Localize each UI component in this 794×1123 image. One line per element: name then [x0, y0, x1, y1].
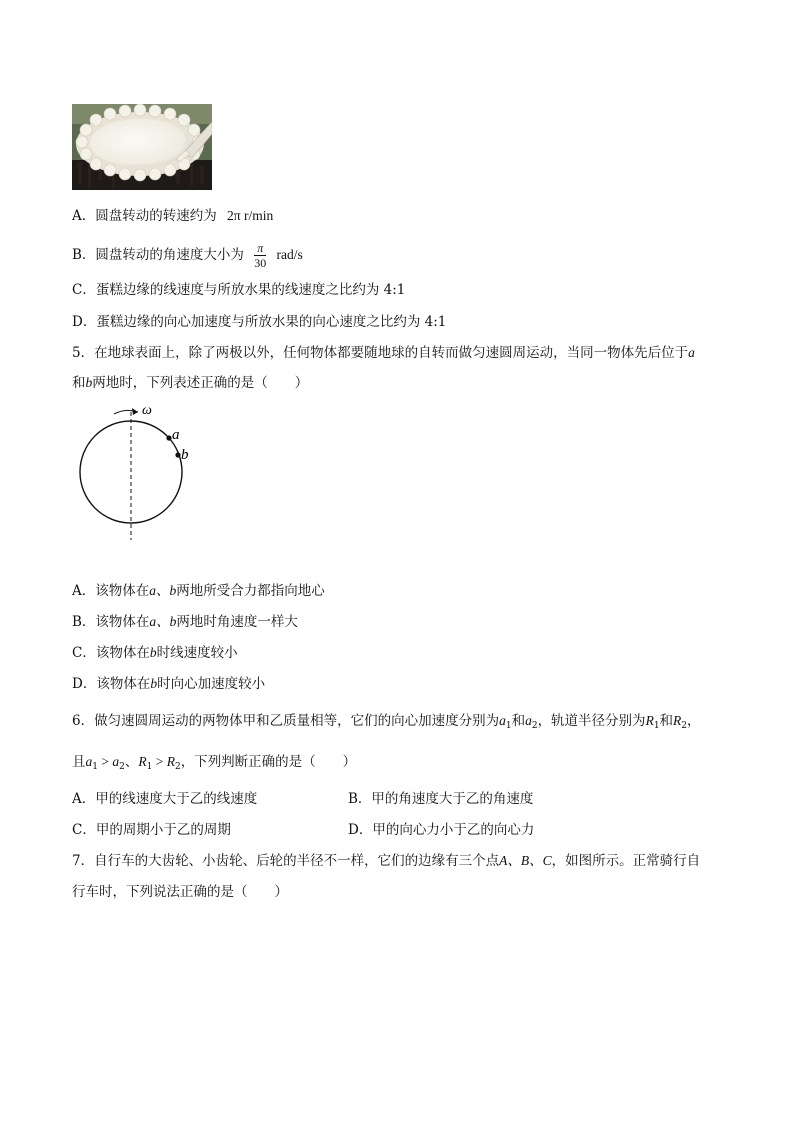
q4-option-a: A．圆盘转动的转速约为 2π r/min: [72, 208, 274, 224]
q4-option-a-value: 2π r/min: [227, 208, 274, 223]
q6-option-d: D．甲的向心力小于乙的向心力: [348, 822, 535, 838]
point-b: [175, 452, 180, 457]
point-a: [166, 435, 171, 440]
point-b-label: b: [181, 447, 189, 463]
q4-option-c: C．蛋糕边缘的线速度与所放水果的线速度之比约为 4:1: [72, 282, 406, 298]
point-a-label: a: [172, 427, 180, 443]
q4-option-b-fraction: $\frac{\pi}{30}$: [254, 241, 267, 270]
q6-stem-line2: 且$a_1 > a_2$、$R_1 > R_2$，下列判断正确的是（ ）: [72, 754, 357, 772]
q4-option-b: B．圆盘转动的角速度大小为 $\frac{\pi}{30}$ rad/s: [72, 241, 303, 270]
q5-option-c: C．该物体在b时线速度较小: [72, 645, 238, 661]
q5-option-d: D．该物体在b时向心加速度较小: [72, 676, 266, 692]
q7-stem-line2: 行车时，下列说法正确的是（ ）: [72, 884, 288, 900]
q6-stem-line1: 6．做匀速圆周运动的两物体甲和乙质量相等，它们的向心加速度分别为$a_1$和$a_2$，轨道半径分别为$R_1$和$R_2$，: [72, 713, 701, 731]
rotation-arrow-head: [132, 408, 138, 415]
q6-option-a: A．甲的线速度大于乙的线速度: [72, 791, 258, 807]
q5-stem-line2: 和b两地时，下列表述正确的是（ ）: [72, 375, 309, 391]
q5-option-a: A．该物体在a、b两地所受合力都指向地心: [72, 583, 325, 599]
cake-photo: [72, 104, 212, 190]
omega-label: ω: [142, 403, 152, 418]
q6-option-c: C．甲的周期小于乙的周期: [72, 822, 231, 838]
q5-earth-figure: [70, 400, 200, 546]
q5-stem-line1: 5．在地球表面上，除了两极以外，任何物体都要随地球的自转而做匀速圆周运动，当同一物体先后位于a: [72, 345, 695, 361]
q4-option-d: D．蛋糕边缘的向心加速度与所放水果的向心速度之比约为 4:1: [72, 314, 447, 330]
q7-stem-line1: 7．自行车的大齿轮、小齿轮、后轮的半径不一样，它们的边缘有三个点A、B、C，如图所示。正常骑行自: [72, 853, 701, 869]
q6-option-b: B．甲的角速度大于乙的角速度: [348, 791, 534, 807]
q5-option-b: B．该物体在a、b两地时角速度一样大: [72, 614, 298, 630]
